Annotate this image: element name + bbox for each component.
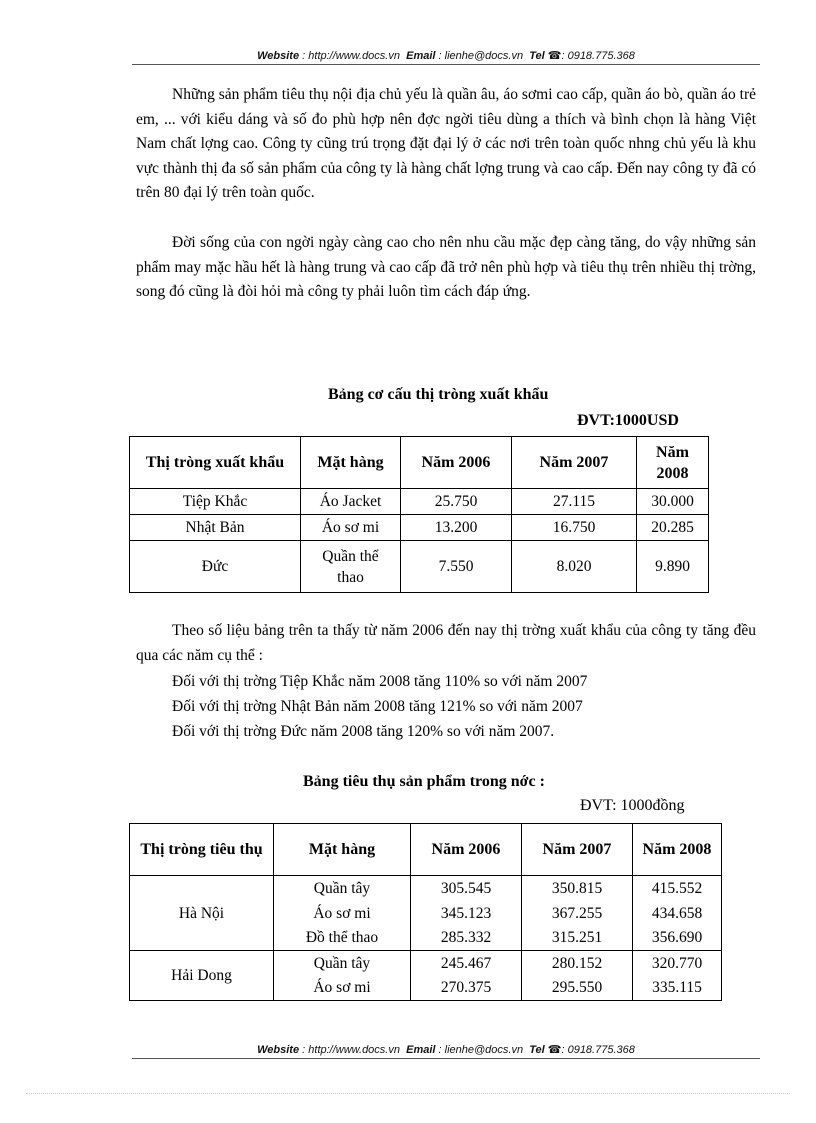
page-edge [26,1093,790,1094]
table-row [130,489,709,515]
cell-product: Áo sơ mi [274,976,411,1001]
col-header-2007: Năm 2007 [522,824,633,876]
email-value: : lienhe@docs.vn [438,1044,524,1056]
cell-2007: 16.750 [512,515,637,541]
page-footer [132,1043,760,1056]
analysis-line-germany: Đối với thị trờng Đức năm 2008 tăng 120% so với năm 2007. [172,723,555,740]
cell-2007: 315.251 [522,926,633,951]
cell-market-hanoi: Hà Nội [130,876,274,951]
table-row [130,515,709,541]
table-row [130,541,709,593]
table-header-row [130,437,709,489]
website-value: : http://www.docs.vn [302,1044,400,1056]
analysis-line-czech: Đối với thị trờng Tiệp Khắc năm 2008 tăng 110% so với năm 2007 [172,673,588,690]
website-label: Website [257,50,300,62]
phone-icon: ☎ [547,1044,562,1056]
paragraph-text: Đời sống của con ngời ngày càng cao cho nên nhu cầu mặc đẹp càng tăng, do vậy những sản phẩm may mặc hầu hết là hàng trung và cao cấp đã trở nên phù hợp và tiêu thụ trên nhiều thị trờng, song đó cũng là đòi hỏi mà công ty phải luôn tìm cách đáp ứng. [136,234,756,300]
table-row [130,876,722,901]
paragraph-living-standards [136,231,756,305]
cell-2008: 434.658 [633,901,722,926]
col-header-market: Thị tròng tiêu thụ [130,824,274,876]
tel-value: : 0918.775.368 [561,1044,635,1056]
website-value: : http://www.docs.vn [302,50,400,62]
col-header-2008: Năm 2008 [633,824,722,876]
cell-2006: 305.545 [411,876,522,901]
cell-product: Quần thể thao [301,541,401,593]
cell-2007: 367.255 [522,901,633,926]
email-value: : lienhe@docs.vn [438,50,524,62]
cell-market: Nhật Bản [130,515,301,541]
cell-2006: 25.750 [401,489,512,515]
tel-value: : 0918.775.368 [561,50,635,62]
header-divider [132,64,760,65]
cell-2008: 320.770 [633,951,722,976]
cell-product: Quần tây [274,876,411,901]
export-market-table [129,436,709,593]
cell-2006: 270.375 [411,976,522,1001]
table1-caption: Bảng cơ cấu thị tròng xuất khẩu [328,386,549,403]
cell-2006: 345.123 [411,901,522,926]
paragraph-text: Những sản phẩm tiêu thụ nội địa chủ yếu là quần âu, áo sơmi cao cấp, quần áo bò, quần áo trẻ em, ... với kiểu dáng và số đo phù hợp nên đợc ngời tiêu dùng a thích và bình chọn là hàng Việt Nam chất lợng cao. Công ty cũng trú trọng đặt đại lý ở các nơi trên toàn quốc nhng chủ yếu là khu vực thành thị đa số sản phẩm của công ty là hàng chất lợng trung và cao cấp. Đến nay công ty đã có trên 80 đại lý trên toàn quốc. [136,86,756,201]
analysis-line-japan: Đối với thị trờng Nhật Bản năm 2008 tăng 121% so với năm 2007 [172,698,583,715]
table2-caption: Bảng tiêu thụ sản phẩm trong nớc : [303,773,545,790]
email-label: Email [406,1044,436,1056]
cell-product: Áo sơ mi [301,515,401,541]
cell-2007: 8.020 [512,541,637,593]
table2-unit: ĐVT: 1000đồng [580,797,685,814]
domestic-consumption-table [129,823,722,1001]
col-header-2006: Năm 2006 [401,437,512,489]
cell-product: Quần tây [274,951,411,976]
analysis-intro [136,619,756,668]
phone-icon: ☎ [547,50,562,62]
cell-2006: 7.550 [401,541,512,593]
footer-divider [132,1058,760,1059]
cell-2008: 30.000 [637,489,709,515]
cell-2008: 415.552 [633,876,722,901]
cell-2007: 350.815 [522,876,633,901]
website-label: Website [257,1044,300,1056]
paragraph-domestic-products [136,83,756,206]
cell-market-haiduong: Hải Dong [130,951,274,1001]
cell-market: Tiệp Khắc [130,489,301,515]
cell-market: Đức [130,541,301,593]
tel-label: Tel [529,1044,545,1056]
table-header-row [130,824,722,876]
table1-unit: ĐVT:1000USD [577,412,679,429]
cell-2008: 356.690 [633,926,722,951]
email-label: Email [406,50,436,62]
col-header-2007: Năm 2007 [512,437,637,489]
cell-product: Áo Jacket [301,489,401,515]
cell-2007: 280.152 [522,951,633,976]
cell-2006: 13.200 [401,515,512,541]
cell-2007: 295.550 [522,976,633,1001]
cell-2006: 245.467 [411,951,522,976]
cell-2007: 27.115 [512,489,637,515]
col-header-product: Mặt hàng [274,824,411,876]
tel-label: Tel [529,50,545,62]
col-header-product: Mặt hàng [301,437,401,489]
table-row [130,951,722,976]
cell-2008: 335.115 [633,976,722,1001]
col-header-2008: Năm 2008 [637,437,709,489]
cell-product: Đồ thể thao [274,926,411,951]
analysis-intro-text: Theo số liệu bảng trên ta thấy từ năm 2006 đến nay thị trờng xuất khẩu của công ty tăng đều qua các năm cụ thể : [136,622,756,664]
cell-2006: 285.332 [411,926,522,951]
page-header [132,49,760,62]
col-header-market: Thị tròng xuất khẩu [130,437,301,489]
cell-2008: 20.285 [637,515,709,541]
cell-2008: 9.890 [637,541,709,593]
cell-product: Áo sơ mi [274,901,411,926]
col-header-2006: Năm 2006 [411,824,522,876]
